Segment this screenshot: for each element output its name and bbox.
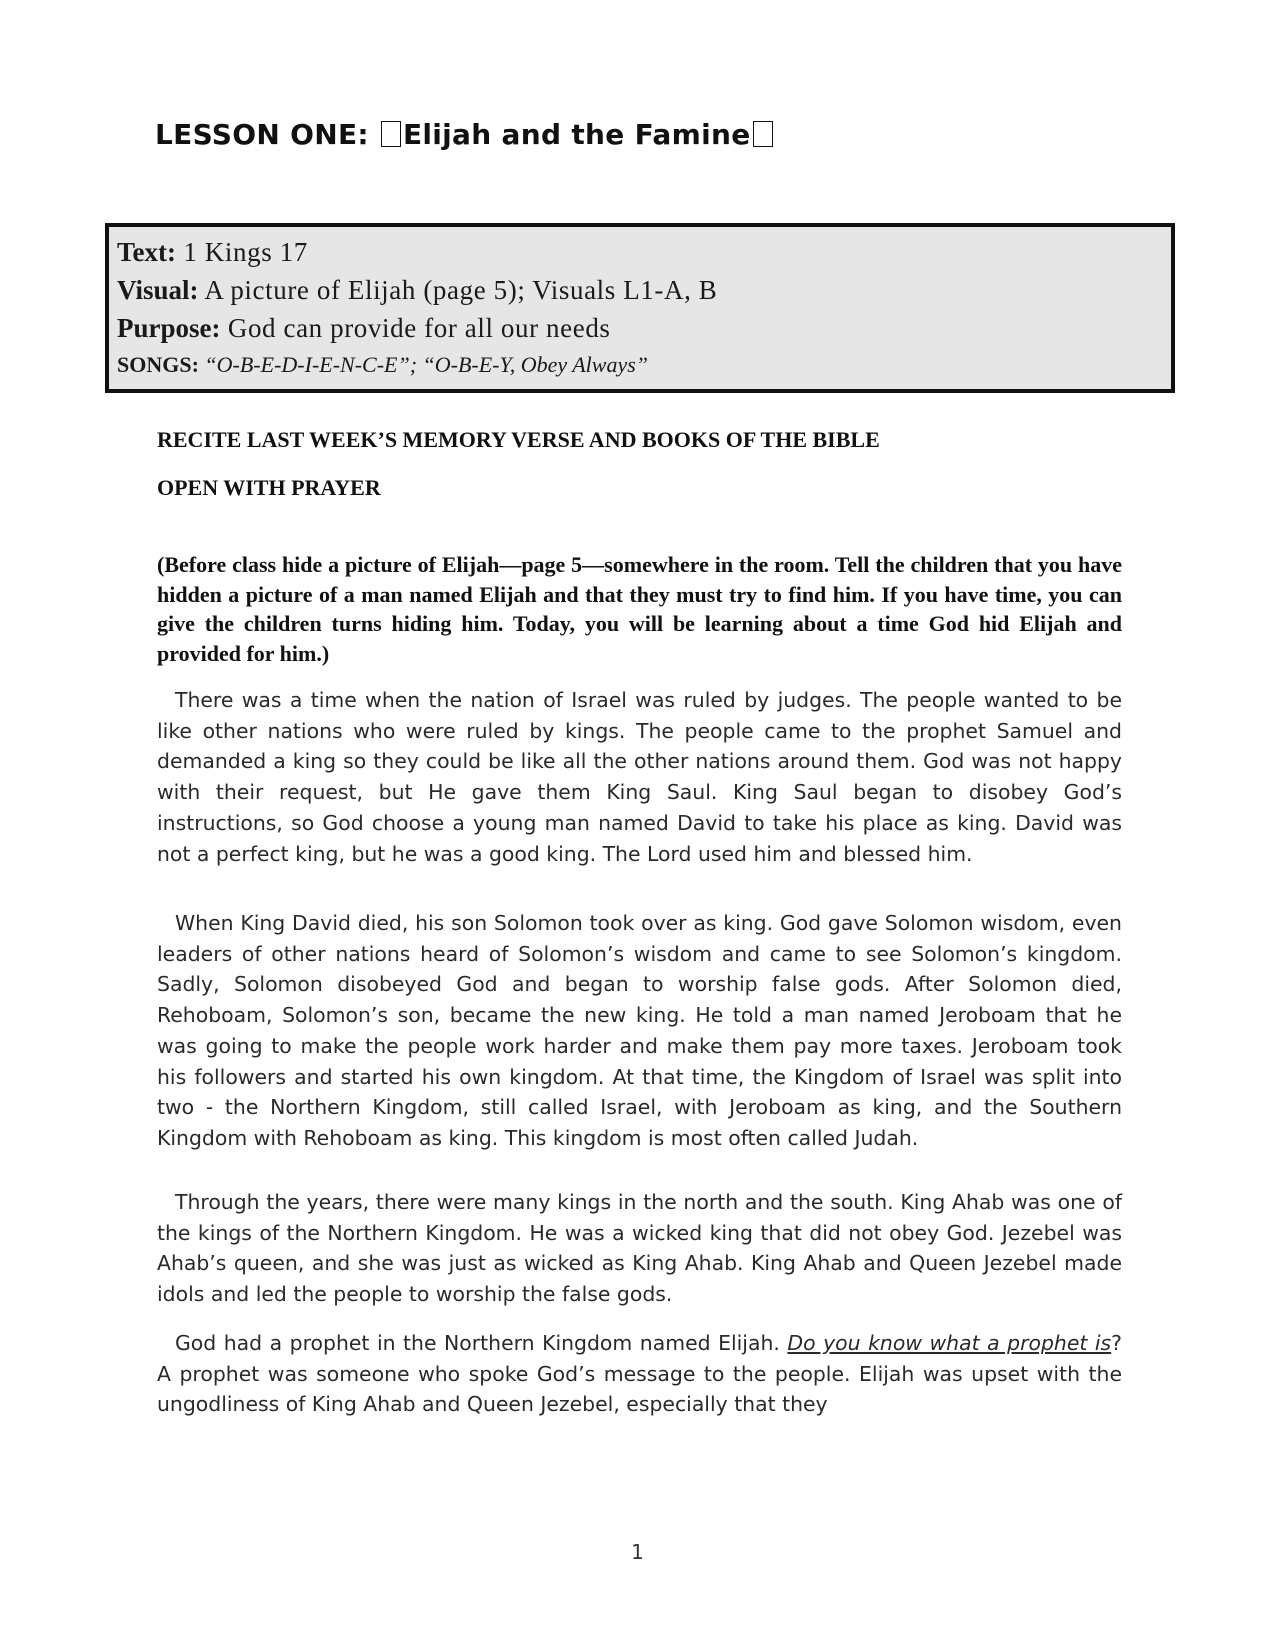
page-number: 1 (631, 1540, 644, 1564)
purpose-line (117, 309, 1163, 347)
missing-glyph-box-icon (753, 121, 773, 147)
paragraph-4-end: ? A prophet was someone who spoke God’s message to the people. Elijah was upset with the ungodliness of King Ahab and Queen Jezebel, especially that they (157, 1331, 1122, 1417)
recite-heading: RECITE LAST WEEK’S MEMORY VERSE AND BOOKS OF THE BIBLE (157, 427, 880, 452)
visual-value: A picture of Elijah (page 5); Visuals L1-A, B (198, 275, 718, 305)
visual-line (117, 271, 1163, 309)
songs-line (117, 347, 1163, 383)
lesson-title (155, 118, 775, 151)
visual-label: Visual: (117, 275, 199, 305)
paragraph-4-start: God had a prophet in the Northern Kingdom named Elijah. (175, 1331, 788, 1355)
text-label: Text: (117, 237, 176, 267)
text-value: 1 Kings 17 (176, 237, 308, 267)
story-paragraph-1: There was a time when the nation of Israel was ruled by judges. The people wanted to be like other nations who were ruled by kings. The people came to the prophet Samuel and demanded a king so they could be like all the other nations around them. God was not happy with their request, but He gave them King Saul. King Saul began to disobey God’s instructions, so God choose a young man named David to take his place as king. David was not a perfect king, but he was a good king. The Lord used him and blessed him. (157, 688, 1122, 866)
songs-label: SONGS: (117, 352, 199, 377)
story-paragraph-3: Through the years, there were many kings in the north and the south. King Ahab was one of the kings of the Northern Kingdom. He was a wicked king that did not obey God. Jezebel was Ahab’s queen, and she was just as wicked as King Ahab. King Ahab and Queen Jezebel made idols and led the people to worship the false gods. (157, 1190, 1122, 1307)
lesson-info-box (105, 223, 1175, 393)
story-paragraph-4 (157, 1328, 1122, 1420)
missing-glyph-box-icon (381, 121, 401, 147)
prayer-heading: OPEN WITH PRAYER (157, 475, 381, 500)
songs-value: “O-B-E-D-I-E-N-C-E”; “O-B-E-Y, Obey Always” (198, 352, 649, 377)
teacher-question: Do you know what a prophet is (787, 1331, 1112, 1355)
lesson-title-name: Elijah and the Famine (402, 118, 751, 151)
text-line (117, 233, 1163, 271)
teacher-instruction: (Before class hide a picture of Elijah—page 5—somewhere in the room. Tell the children that you have hidden a picture of a man named Elijah and that they must try to find him. If you have time, you can give the children turns hiding him. Today, you will be learning about a time God hid Elijah and provided for him.) (157, 552, 1122, 666)
purpose-value: God can provide for all our needs (220, 313, 611, 343)
purpose-label: Purpose: (117, 313, 221, 343)
lesson-title-prefix: LESSON ONE: (155, 118, 379, 151)
story-paragraph-2: When King David died, his son Solomon took over as king. God gave Solomon wisdom, even leaders of other nations heard of Solomon’s wisdom and came to see Solomon’s kingdom. Sadly, Solomon disobeyed God and began to worship false gods. After Solomon died, Rehoboam, Solomon’s son, became the new king. He told a man named Jeroboam that he was going to make the people work harder and make them pay more taxes. Jeroboam took his followers and started his own kingdom. At that time, the Kingdom of Israel was split into two - the Northern Kingdom, still called Israel, with Jeroboam as king, and the Southern Kingdom with Rehoboam as king. This kingdom is most often called Judah. (157, 911, 1122, 1150)
